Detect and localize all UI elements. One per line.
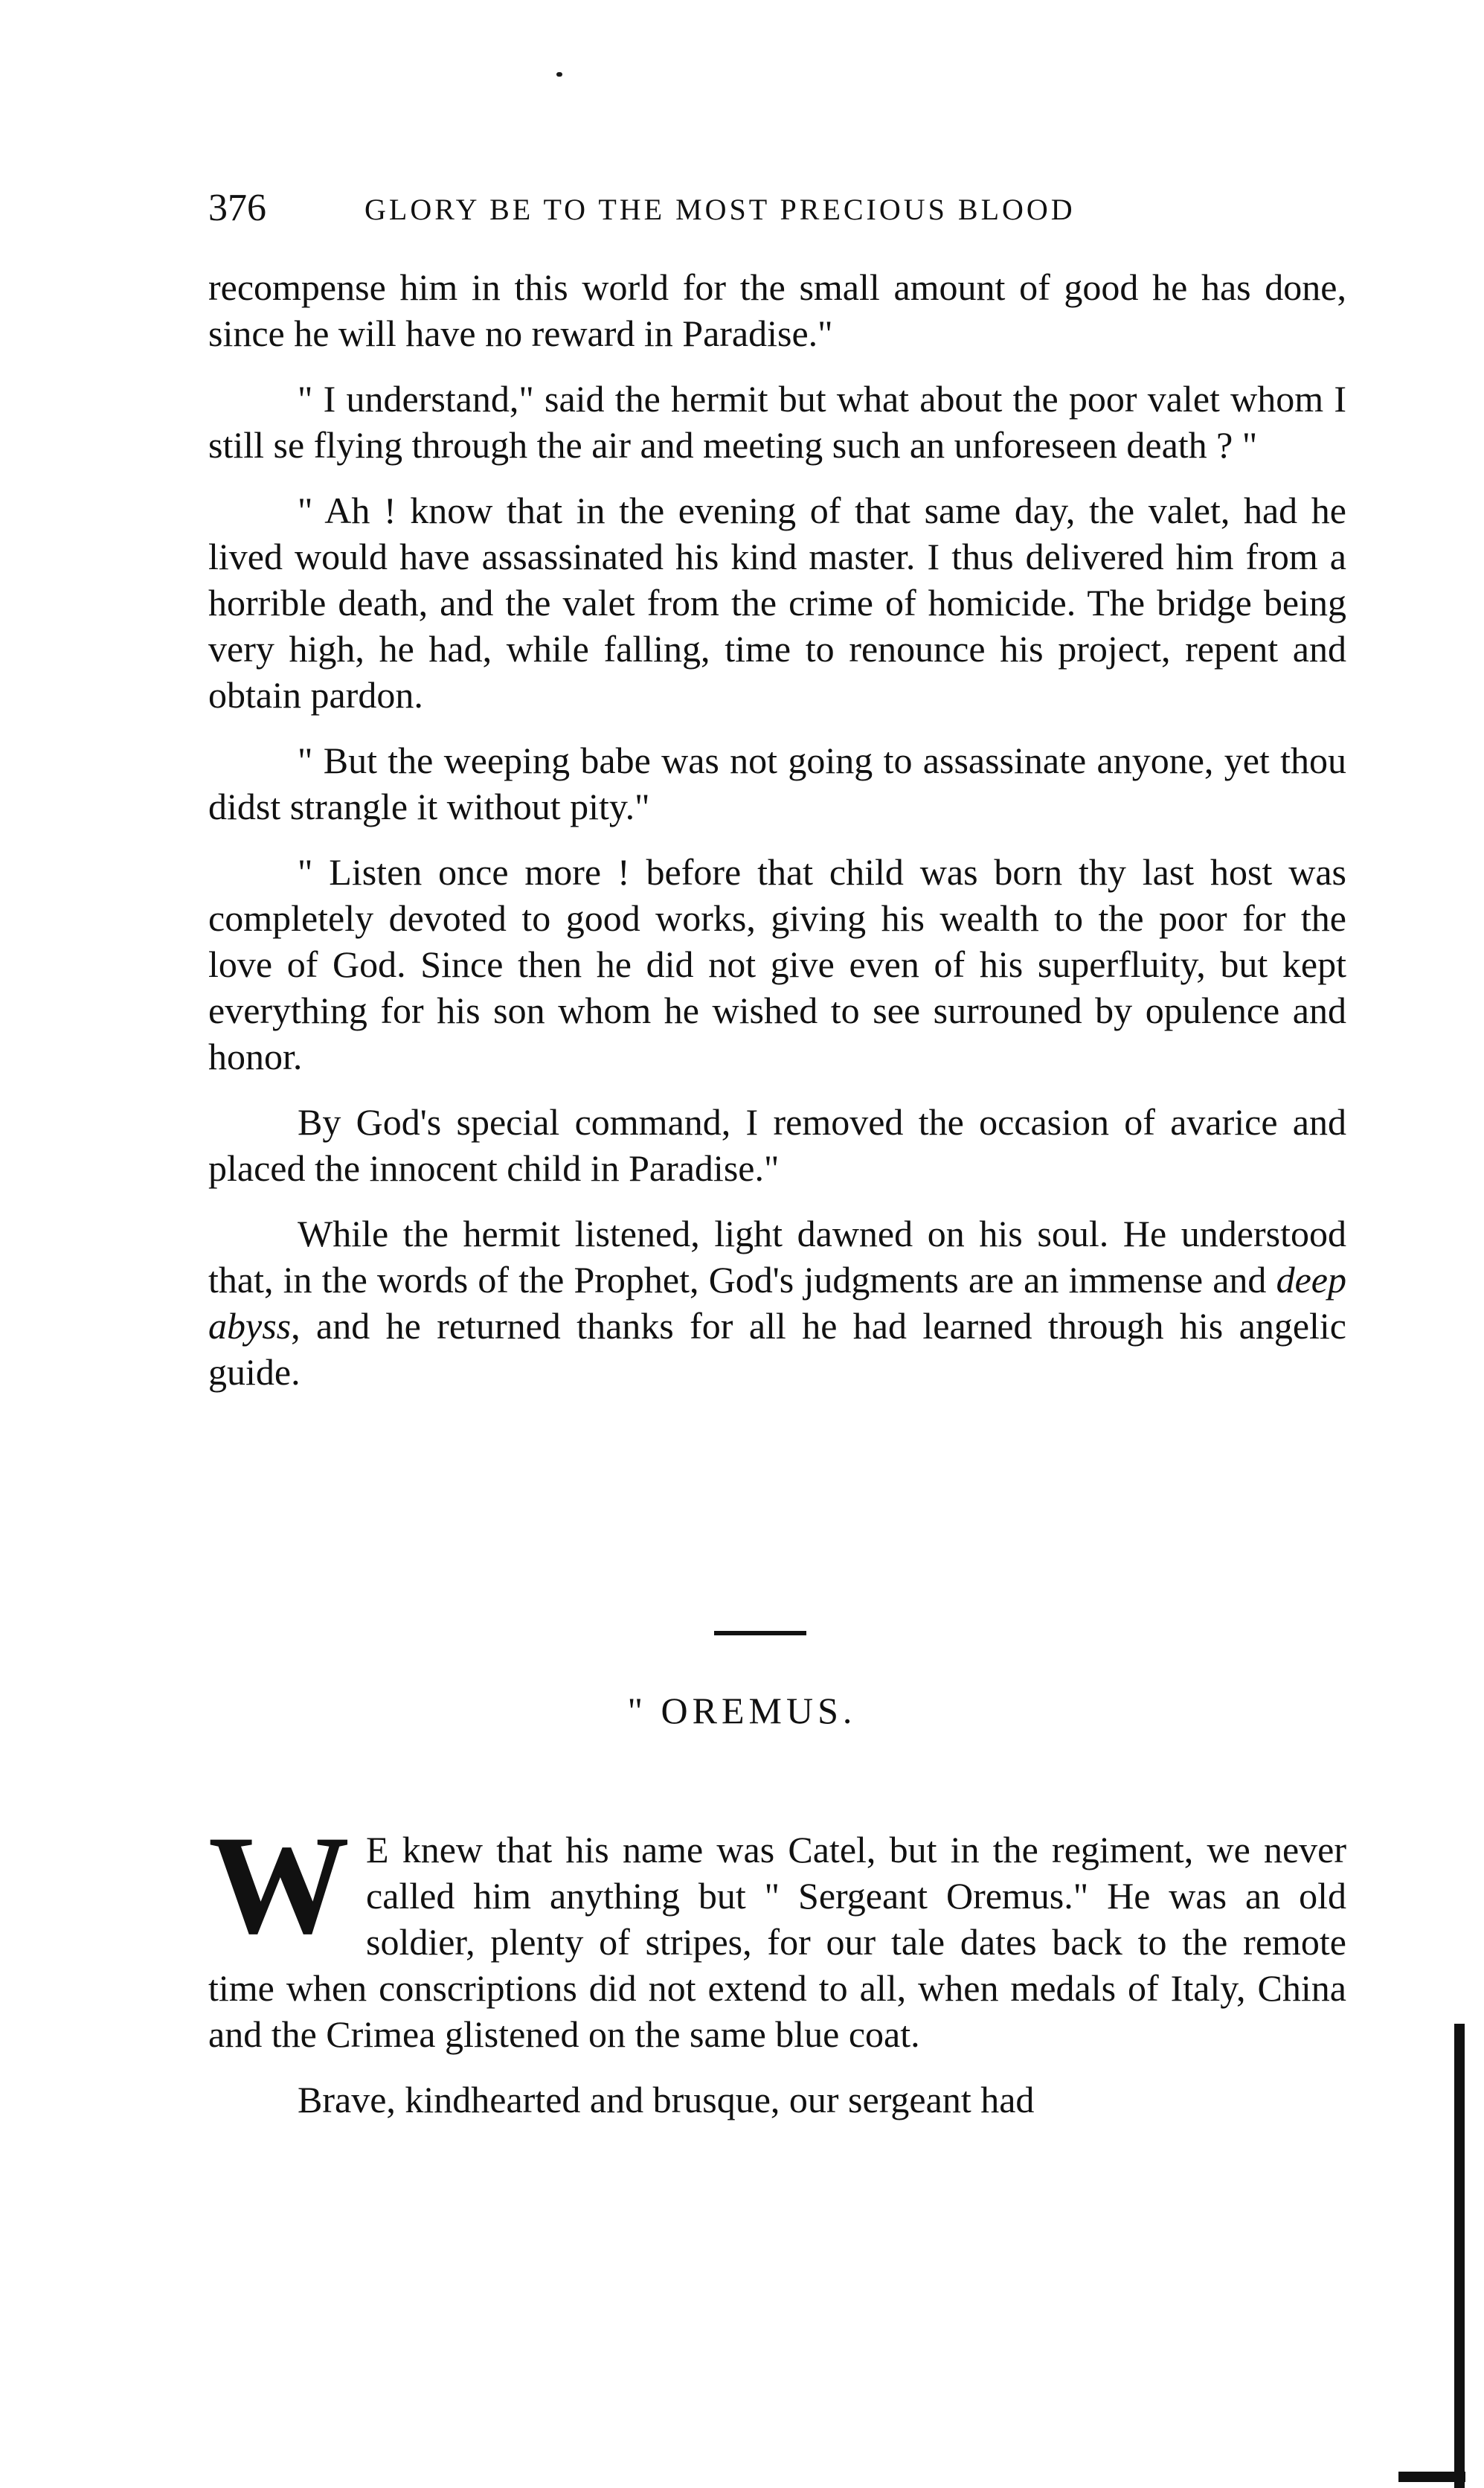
paragraph: " Ah ! know that in the evening of that same day, the valet, had he lived would have assassinated his kind master. I thus delivered him from a horrible death, and the valet from the crime of homicide. The bridge being very high, he had, while falling, time to renounce his project, repent and obtain pardon. <box>208 490 1346 716</box>
paragraph: " But the weeping babe was not going to assassinate anyone, yet thou didst strangle it without pity." <box>208 740 1346 827</box>
text-run: While the hermit listened, light dawned on his soul. He understood that, in the words of the Prophet, God's judgments are an immense and <box>208 1213 1346 1301</box>
italic-phrase: deep abyss <box>208 1259 1346 1347</box>
page-header <box>208 186 1346 238</box>
text-run: E knew that his name was Catel, but in the regiment, we never called him anything but " Sergeant Oremus." He was an old soldier, plenty of stripes, for our tale dates back to the remote time when conscriptions did not extend to all, when medals of Italy, China and the Crimea glistened on the same blue coat. <box>208 1829 1346 2055</box>
scan-edge <box>1398 2472 1465 2482</box>
paragraph-final <box>208 1211 1346 1395</box>
running-title: GLORY BE TO THE MOST PRECIOUS BLOOD <box>364 193 1076 226</box>
scan-edge <box>1454 2024 1465 2488</box>
section-divider <box>714 1631 806 1635</box>
paragraph: recompense him in this world for the small amount of good he has done, since he will have no reward in Paradise." <box>208 266 1346 354</box>
body-text <box>208 264 1346 1414</box>
paragraph: By God's special command, I removed the occasion of avarice and placed the innocent child in Paradise." <box>208 1101 1346 1189</box>
text-run: , and he returned thanks for all he had learned through his angelic guide. <box>208 1305 1346 1393</box>
paragraph: Brave, kindhearted and brusque, our sergeant had <box>298 2079 1035 2120</box>
scan-speck <box>556 72 562 77</box>
story-text <box>208 1807 1346 2142</box>
paragraph-opening <box>208 1807 1346 2057</box>
paragraph: " Listen once more ! before that child was born thy last host was completely devoted to good works, giving his wealth to the poor for the love of God. Since then he did not give even of his superfluity, but kept everything for his son whom he wished to see surrouned by opulence and honor. <box>208 851 1346 1077</box>
paragraph: " I understand," said the hermit but what about the poor valet whom I still se flying through the air and meeting such an unforeseen death ? " <box>208 378 1346 466</box>
section-title: " OREMUS. <box>627 1690 857 1731</box>
drop-cap: W <box>208 1807 350 1963</box>
page-number: 376 <box>208 187 266 229</box>
